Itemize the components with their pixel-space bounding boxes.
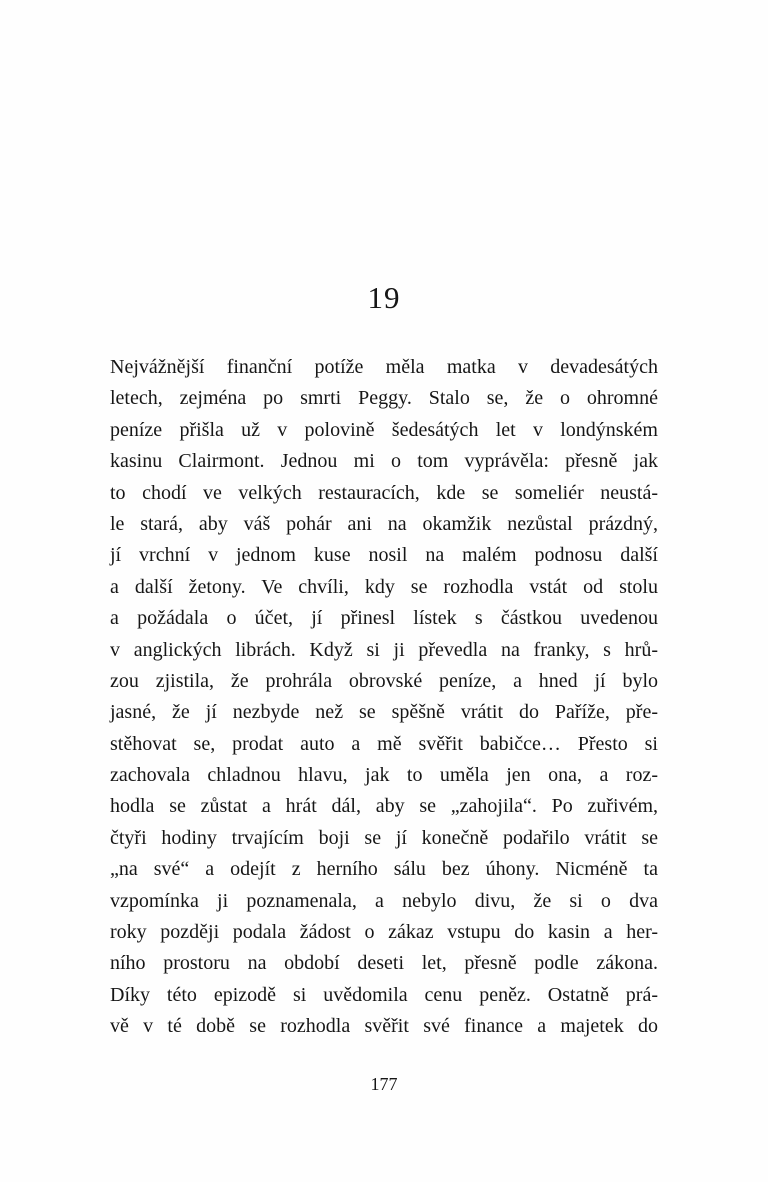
text-line: kasinu Clairmont. Jednou mi o tom vyprávěla: přesně jak bbox=[110, 450, 658, 473]
text-line: to chodí ve velkých restauracích, kde se someliér neustá- bbox=[110, 481, 658, 504]
text-line: Díky této epizodě si uvědomila cenu peněz. Ostatně prá- bbox=[110, 983, 658, 1006]
text-line: hodla se zůstat a hrát dál, aby se „zahojila“. Po zuřivém, bbox=[110, 795, 658, 818]
text-line: zou zjistila, že prohrála obrovské peníze, a hned jí bylo bbox=[110, 669, 658, 692]
text-line: a požádala o účet, jí přinesl lístek s částkou uvedenou bbox=[110, 607, 658, 630]
text-line: a další žetony. Ve chvíli, kdy se rozhodla vstát od stolu bbox=[110, 575, 658, 598]
text-line: jasné, že jí nezbyde než se spěšně vrátit do Paříže, pře- bbox=[110, 701, 658, 724]
text-line: roky později podala žádost o zákaz vstupu do kasin a her- bbox=[110, 921, 658, 944]
text-line: „na své“ a odejít z herního sálu bez úhony. Nicméně ta bbox=[110, 858, 658, 881]
text-line: ního prostoru na období deseti let, přesně podle zákona. bbox=[110, 952, 658, 975]
chapter-number: 19 bbox=[367, 280, 401, 315]
text-line: jí vrchní v jednom kuse nosil na malém podnosu další bbox=[110, 544, 658, 567]
text-line: zachovala chladnou hlavu, jak to uměla jen ona, a roz- bbox=[110, 764, 658, 787]
text-line: peníze přišla už v polovině šedesátých let v londýnském bbox=[110, 418, 658, 441]
text-line: vě v té době se rozhodla svěřit své finance a majetek do bbox=[110, 1015, 658, 1038]
body-text bbox=[110, 352, 658, 1043]
text-line: vzpomínka ji poznamenala, a nebylo divu, že si o dva bbox=[110, 889, 658, 912]
text-line: v anglických librách. Když si ji převedla na franky, s hrů- bbox=[110, 638, 658, 661]
text-line: le stará, aby váš pohár ani na okamžik nezůstal prázdný, bbox=[110, 512, 658, 535]
text-line: stěhovat se, prodat auto a mě svěřit babičce… Přesto si bbox=[110, 732, 658, 755]
text-line: Nejvážnější finanční potíže měla matka v devadesátých bbox=[110, 356, 658, 378]
text-line: letech, zejména po smrti Peggy. Stalo se, že o ohromné bbox=[110, 387, 658, 410]
text-line: čtyři hodiny trvajícím boji se jí konečně podařilo vrátit se bbox=[110, 826, 658, 849]
page-number: 177 bbox=[370, 1074, 398, 1094]
